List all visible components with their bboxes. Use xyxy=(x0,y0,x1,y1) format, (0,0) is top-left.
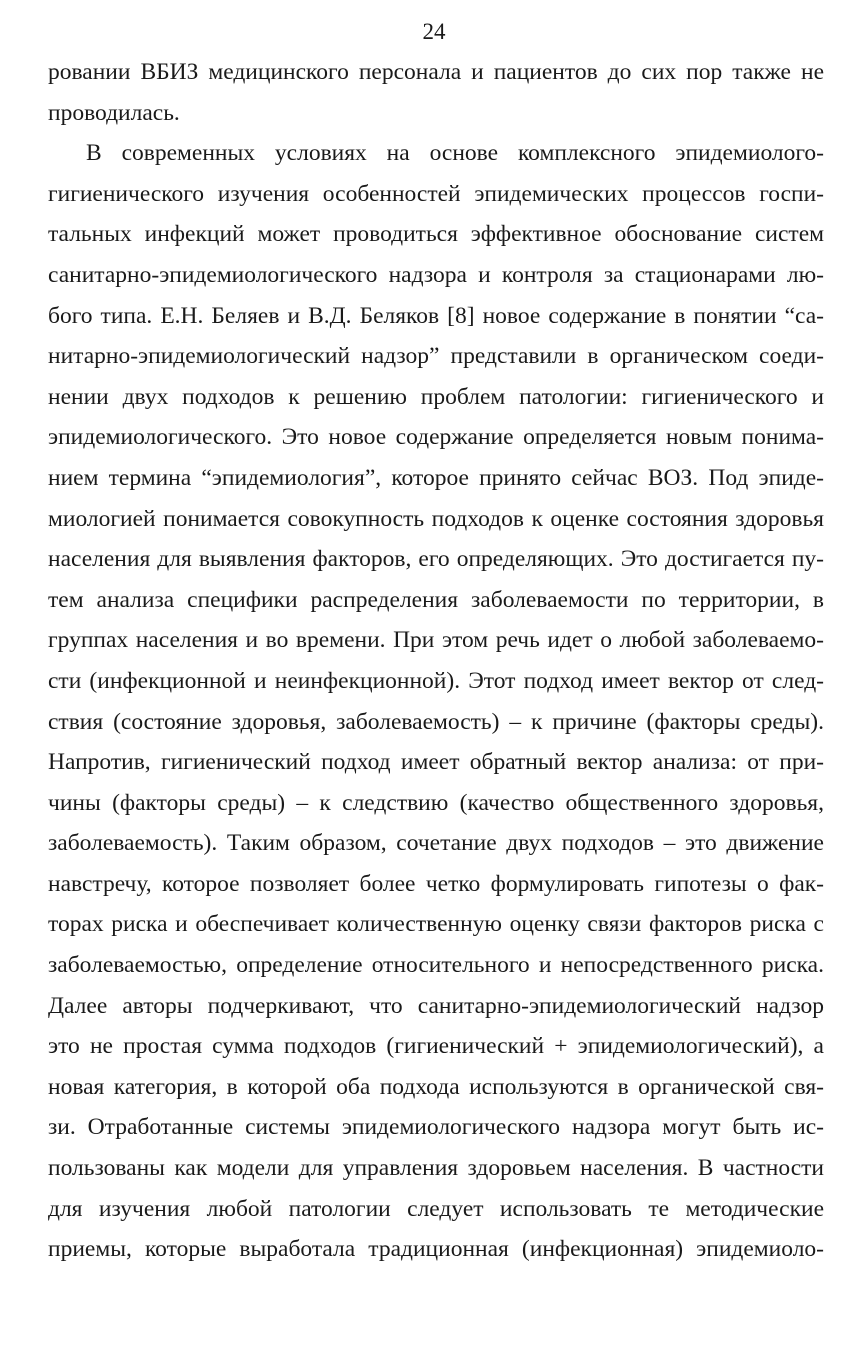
text-line: санитарно-эпидемиологического надзора и контроля за стационарами лю- xyxy=(48,261,824,288)
text-line: эпидемиологического. Это новое содержание определяется новым понима- xyxy=(48,424,824,451)
text-line: нием термина “эпидемиология”, которое принято сейчас ВОЗ. Под эпиде- xyxy=(48,464,824,491)
text-line: новая категория, в которой оба подхода используются в органической свя- xyxy=(48,1073,824,1100)
paragraph xyxy=(48,133,824,1270)
text-line: тальных инфекций может проводиться эффективное обоснование систем xyxy=(48,221,824,248)
text-line: населения для выявления факторов, его определяющих. Это достигается пу- xyxy=(48,546,824,573)
page-number: 24 xyxy=(422,19,446,44)
text-line: нении двух подходов к решению проблем патологии: гигиенического и xyxy=(48,383,824,410)
text-line: навстречу, которое позволяет более четко формулировать гипотезы о фак- xyxy=(48,870,824,897)
text-line: сти (инфекционной и неинфекционной). Этот подход имеет вектор от след- xyxy=(48,667,824,694)
text-line: для изучения любой патологии следует использовать те методические xyxy=(48,1195,824,1222)
text-line: бого типа. Е.Н. Беляев и В.Д. Беляков [8] новое содержание в понятии “са- xyxy=(48,302,824,329)
text-line: ровании ВБИЗ медицинского персонала и пациентов до сих пор также не xyxy=(48,59,824,85)
paragraph xyxy=(48,52,824,133)
text-line: ствия (состояние здоровья, заболеваемость) – к причине (факторы среды). xyxy=(48,708,824,735)
text-line: Далее авторы подчеркивают, что санитарно-эпидемиологический надзор xyxy=(48,992,824,1019)
text-body xyxy=(48,52,824,1270)
text-line: миологией понимается совокупность подходов к оценке состояния здоровья xyxy=(48,505,824,532)
text-line: зи. Отработанные системы эпидемиологического надзора могут быть ис- xyxy=(48,1114,824,1141)
text-line: проводилась. xyxy=(48,99,180,126)
text-line: приемы, которые выработала традиционная (инфекционная) эпидемиоло- xyxy=(48,1236,824,1263)
text-line: В современных условиях на основе комплексного эпидемиолого- xyxy=(86,140,824,167)
text-line: нитарно-эпидемиологический надзор” представили в органическом соеди- xyxy=(48,343,824,370)
text-line: группах населения и во времени. При этом речь идет о любой заболеваемо- xyxy=(48,627,824,654)
text-line: торах риска и обеспечивает количественную оценку связи факторов риска с xyxy=(48,911,824,938)
text-line: гигиенического изучения особенностей эпидемических процессов госпи- xyxy=(48,180,824,207)
text-line: чины (факторы среды) – к следствию (качество общественного здоровья, xyxy=(48,789,824,816)
text-line: заболеваемостью, определение относительного и непосредственного риска. xyxy=(48,952,824,979)
text-line: Напротив, гигиенический подход имеет обратный вектор анализа: от при- xyxy=(48,749,824,776)
text-line: это не простая сумма подходов (гигиенический + эпидемиологический), а xyxy=(48,1033,824,1060)
text-line: тем анализа специфики распределения заболеваемости по территории, в xyxy=(48,586,824,613)
text-line: пользованы как модели для управления здоровьем населения. В частности xyxy=(48,1155,824,1182)
text-line: заболеваемость). Таким образом, сочетание двух подходов – это движение xyxy=(48,830,824,857)
